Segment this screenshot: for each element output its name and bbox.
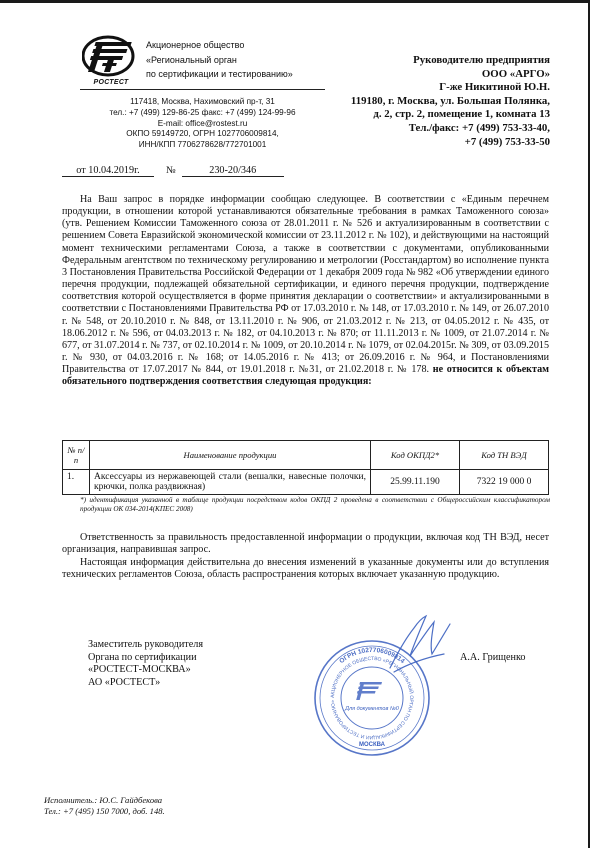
contact-phone: тел.: +7 (499) 129-86-25 факс: +7 (499) 124-99-96	[109, 107, 296, 117]
signer-line: «РОСТЕСТ-МОСКВА»	[88, 664, 191, 676]
stamp-ogrn: ОГРН 1027706009814	[338, 646, 406, 666]
header-divider	[80, 89, 325, 90]
contact-inn: ИНН/КПП 7706278628/772701001	[138, 140, 267, 150]
col-header-name: Наименование продукции	[90, 441, 371, 470]
org-contacts	[80, 97, 325, 151]
org-name-line: по сертификации и тестированию»	[146, 69, 293, 79]
signer-line: АО «РОСТЕСТ»	[88, 676, 161, 688]
stamp-ring-text: АКЦИОНЕРНОЕ ОБЩЕСТВО «РЕГИОНАЛЬНЫЙ ОРГАН ПО СЕРТИФИКАЦИИ И ТЕСТИРОВАНИЮ»	[329, 655, 415, 741]
table-row	[63, 470, 549, 495]
signer-line: Органа по сертификации	[88, 651, 197, 663]
signer-name: А.А. Грищенко	[460, 652, 526, 663]
cell-okpd: 25.99.11.190	[371, 470, 460, 495]
executor-phone: Тел.: +7 (495) 150 7000, доб. 148.	[44, 806, 165, 816]
contact-okpo: ОКПО 59149720, ОГРН 1027706009814,	[126, 129, 279, 139]
recipient-block	[305, 54, 550, 149]
number-sign: №	[166, 165, 176, 176]
responsibility-paragraph: Ответственность за правильность предоставленной информации о продукции, включая код ТН ВЭД, несет организация, направившая запрос.	[62, 532, 549, 556]
letter-body	[62, 194, 549, 389]
contact-email: E-mail: office@rostest.ru	[157, 118, 248, 128]
recipient-line: Тел./факс: +7 (499) 753-33-40,	[408, 121, 550, 134]
executor-info	[44, 795, 165, 817]
recipient-line: ООО «АРГО»	[481, 67, 550, 80]
letter-date: от 10.04.2019г.	[62, 165, 154, 177]
col-header-tnved: Код ТН ВЭД	[460, 441, 549, 470]
table-footnote: *) идентификация указанной в таблице продукции посредством кодов ОКПД 2 проведена в соответствии с Общероссийским классификатором продукции ОК 034-2014(КПЕС 2008)	[80, 496, 550, 513]
cell-number: 1.	[63, 470, 90, 495]
recipient-line: д. 2, стр. 2, помещение 1, комната 13	[373, 108, 550, 121]
signer-line: Заместитель руководителя	[88, 639, 204, 650]
body-text: На Ваш запрос в порядке информации сообщаю следующее. В соответствии с «Единым перечнем продукции, в отношении которой устанавливаются обязательные требования в рамках Таможенного союза» (утв. Решением Комиссии Таможенного союза от 28.01.2011 г. № 526 и актуализированным в соответствии с решением Совета Евразийской экономической комиссии от 23.11.2012 г. № 102), и действующими на настоящий момент техническими регламентами Союза, а также в соответствии с документами, опубликованными Федеральным агентством по техническому регулированию и метрологии (Росстандартом) во исполнение пункта 3 Постановления Правительства Российской Федерации от 1 декабря 2009 года № 982 «Об утверждении единого перечня продукции, подлежащей обязательной сертификации, и единого перечня продукции, подтверждение соответствия которой осуществляется в форме принятия декларации о соответствии» и актуализированными в соответствии с Постановлениями Правительства РФ от 17.03.2010 г. № 148, от 17.03.2010 г. № 149, от 26.07.2010 г. № 548, от 20.10.2010 г. № 848, от 13.11.2010 г. № 906, от 21.03.2012 г. № 213, от 04.05.2012 г. № 435, от 18.06.2012 г. № 596, от 04.03.2013 г. № 182, от 04.10.2013 г. № 870; от 11.11.2013 г. № 1009, от 21.07.2014 г. № 677, от 31.07.2014 г. № 737, от 02.10.2014 г. № 1009, от 20.10.2014 г. № 1079, от 02.04.2015г. № 309, от 03.09.2015 г. № 930, от 04.03.2016 г. № 168; от 14.05.2016 г. № 413; от 26.09.2016 г. № 964, и Постановлениями Правительства от 17.07.2017 № 844, от 19.01.2018 г. №31, от 21.02.2018 г. № 178.	[62, 194, 549, 376]
cell-product-name: Аксессуары из нержавеющей стали (вешалки, навесные полочки, крючки, полка раздвижная)	[90, 470, 371, 495]
cell-tnved: 7322 19 000 0	[460, 470, 549, 495]
stamp-center-text: Для документов №0	[345, 706, 399, 712]
col-header-number: № п/п	[63, 441, 90, 470]
handwritten-signature	[384, 608, 454, 676]
responsibility-text	[62, 532, 549, 582]
body-bold-conclusion: не относится к объектам обязательного подтверждения соответствия следующая продукция:	[62, 364, 549, 388]
body-paragraph	[62, 194, 549, 389]
rostest-logo	[82, 35, 140, 81]
product-table	[62, 440, 549, 495]
letter-reference	[62, 165, 284, 177]
contact-address: 117418, Москва, Нахимовский пр-т, 31	[130, 97, 275, 106]
executor-name: Исполнитель.: Ю.С. Гайдбекова	[44, 795, 163, 805]
recipient-line: 119180, г. Москва, ул. Большая Полянка,	[350, 94, 550, 107]
letter-number: 230-20/346	[182, 165, 284, 177]
recipient-line: +7 (499) 753-33-50	[464, 135, 550, 148]
table-header-row	[63, 441, 549, 470]
org-name-line: Акционерное общество	[146, 40, 245, 50]
validity-paragraph: Настоящая информация действительна до внесения изменений в указанные документы или до вступления технических регламентов Союза, область распространения которых включает указанную продукцию.	[62, 556, 549, 581]
signer-title	[88, 639, 203, 689]
stamp-city: МОСКВА	[358, 742, 386, 748]
recipient-line: Г-же Никитиной Ю.Н.	[439, 81, 550, 94]
org-name-line: «Региональный орган	[146, 54, 237, 65]
page-top-edge	[0, 0, 590, 3]
logo-caption: РОСТЕСТ	[93, 79, 129, 86]
col-header-okpd: Код ОКПД2*	[371, 441, 460, 470]
recipient-line: Руководителю предприятия	[413, 54, 550, 66]
org-name	[146, 38, 316, 82]
